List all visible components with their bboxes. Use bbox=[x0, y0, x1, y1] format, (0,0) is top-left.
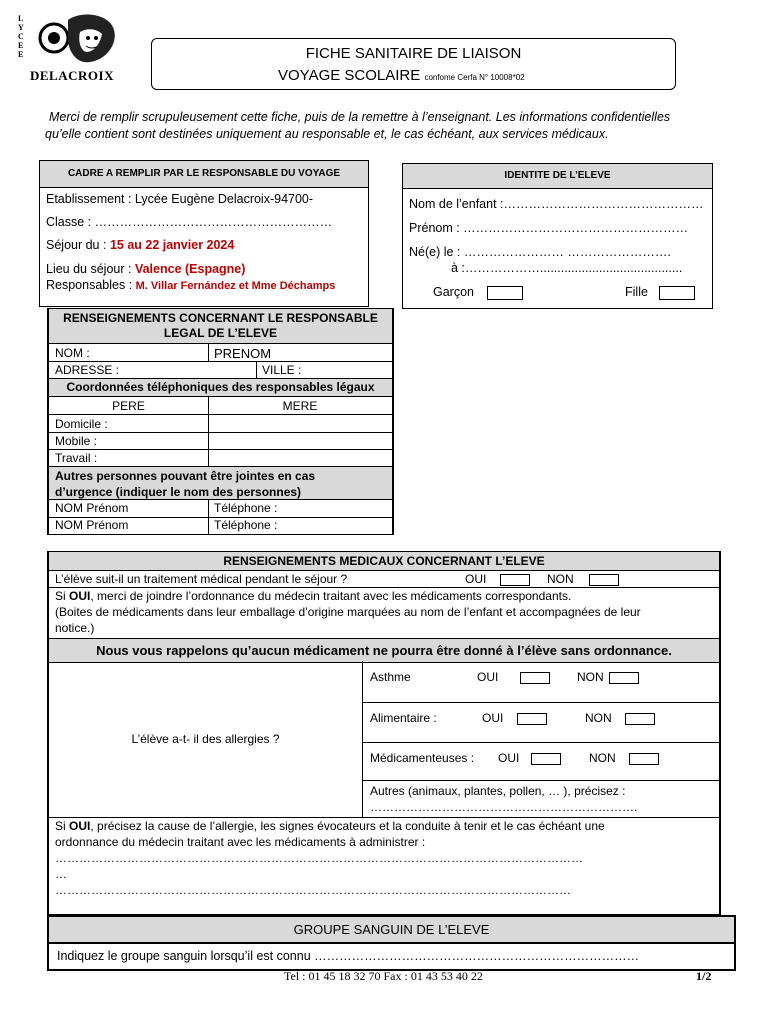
asthme-oui-checkbox[interactable] bbox=[520, 672, 550, 684]
student-heading: IDENTITE DE L’ELEVE bbox=[403, 164, 712, 189]
emergency-heading bbox=[49, 466, 392, 500]
medical-heading: RENSEIGNEMENTS MEDICAUX CONCERNANT L’ELEVE bbox=[49, 552, 719, 571]
blood-heading: GROUPE SANGUIN DE L’ELEVE bbox=[49, 917, 734, 944]
trip-classe[interactable]: Classe : ………………………………………………… bbox=[46, 215, 333, 229]
medicamenteuses-non-label: NON bbox=[589, 751, 616, 765]
logo-portrait-icon bbox=[34, 10, 124, 66]
emergency-contact-2-name: NOM Prénom bbox=[55, 518, 129, 532]
treatment-oui-checkbox[interactable] bbox=[500, 574, 530, 586]
gender-boy-checkbox[interactable] bbox=[487, 286, 523, 300]
phone-domicile-label: Domicile : bbox=[55, 417, 108, 431]
medicamenteuses-oui bbox=[498, 751, 561, 765]
alimentaire-oui-checkbox[interactable] bbox=[517, 713, 547, 725]
asthme-non-label: NON bbox=[577, 670, 604, 684]
asthme-non-checkbox[interactable] bbox=[609, 672, 639, 684]
trip-lieu bbox=[46, 262, 245, 276]
footer-contact: Tel : 01 45 18 32 70 Fax : 01 43 53 40 22 bbox=[284, 969, 483, 983]
page-number: 1/2 bbox=[696, 969, 712, 983]
phone-travail-label: Travail : bbox=[55, 451, 98, 465]
asthme-label: Asthme bbox=[370, 670, 411, 684]
asthme-oui bbox=[477, 670, 550, 684]
student-birthdate[interactable]: Né(e) le : …………………… ……………………. bbox=[409, 245, 671, 259]
trip-box bbox=[39, 160, 369, 307]
medical-table bbox=[47, 551, 721, 915]
emergency-contact-1-phone: Téléphone : bbox=[214, 501, 278, 515]
medicamenteuses-oui-checkbox[interactable] bbox=[531, 753, 561, 765]
treatment-non-checkbox[interactable] bbox=[589, 574, 619, 586]
alimentaire-oui-label: OUI bbox=[482, 711, 504, 725]
si-oui-bold: OUI bbox=[69, 589, 91, 603]
gender-boy bbox=[433, 285, 523, 300]
trip-sejour-label: Séjour du : bbox=[46, 238, 110, 252]
boxes-note-l1: (Boites de médicaments dans leur emballage d’origine marquées au nom de l’enfant et accompagnées de leur bbox=[55, 605, 641, 619]
intro-line-2: qu’elle contient sont destinées uniquement au responsable et, le cas échéant, aux services médicaux. bbox=[45, 127, 609, 141]
asthme-non bbox=[577, 670, 639, 684]
student-birthplace[interactable]: à :………………......................................... bbox=[451, 261, 683, 275]
trip-resp-label: Responsables : bbox=[46, 278, 136, 292]
legal-prenom-label: PRENOM bbox=[214, 346, 272, 361]
alimentaire-oui bbox=[482, 711, 547, 725]
trip-lieu-label: Lieu du séjour : bbox=[46, 262, 135, 276]
medicamenteuses-label: Médicamenteuses : bbox=[370, 751, 475, 765]
treatment-oui bbox=[465, 572, 530, 586]
prescription-warning: Nous vous rappelons qu’aucun médicament ne pourra être donné à l’élève sans ordonnance. bbox=[49, 638, 719, 663]
legal-adresse-label: ADRESSE : bbox=[55, 363, 120, 377]
emergency-contact-1-name: NOM Prénom bbox=[55, 501, 129, 515]
allergy-cause-l1 bbox=[55, 819, 605, 833]
allergy-medicamenteuses bbox=[370, 751, 474, 765]
trip-sejour-value: 15 au 22 janvier 2024 bbox=[109, 238, 235, 252]
allergy-asthme bbox=[370, 670, 411, 684]
alimentaire-label: Alimentaire : bbox=[370, 711, 437, 725]
trip-resp-value: M. Villar Fernández et Mme Déchamps bbox=[135, 280, 336, 292]
legal-phone-heading: Coordonnées téléphoniques des responsables légaux bbox=[49, 379, 392, 397]
intro-line-1: Merci de remplir scrupuleusement cette fiche, puis de la remettre à l’enseignant. Les informations confidentielles bbox=[49, 110, 671, 124]
student-prenom[interactable]: Prénom : ……………………………………………… bbox=[409, 221, 689, 235]
emergency-heading-l2: d’urgence (indiquer le nom des personnes) bbox=[55, 485, 302, 499]
col-pere: PERE bbox=[112, 399, 145, 413]
alimentaire-non-checkbox[interactable] bbox=[625, 713, 655, 725]
logo-vertical-text: LYCEE bbox=[18, 14, 25, 59]
legal-heading bbox=[49, 309, 392, 344]
allergy-alimentaire bbox=[370, 711, 437, 725]
si-oui-prefix: Si bbox=[55, 589, 70, 603]
gender-girl-label: Fille bbox=[625, 285, 648, 299]
treatment-question: L’élève suit-il un traitement médical pendant le séjour ? bbox=[55, 572, 348, 586]
trip-lieu-value: Valence (Espagne) bbox=[134, 262, 246, 276]
allergy-autres: Autres (animaux, plantes, pollen, … ), précisez : bbox=[370, 784, 626, 798]
alimentaire-non bbox=[585, 711, 655, 725]
treatment-non-label: NON bbox=[547, 572, 574, 586]
legal-heading-l2: LEGAL DE L’ELEVE bbox=[163, 326, 278, 340]
trip-etablissement: Etablissement : Lycée Eugène Delacroix-94700- bbox=[46, 192, 314, 206]
form-subtitle: VOYAGE SCOLAIRE bbox=[278, 67, 421, 84]
gender-girl bbox=[625, 285, 695, 300]
legal-heading-l1: RENSEIGNEMENTS CONCERNANT LE RESPONSABLE bbox=[63, 311, 378, 325]
phone-mobile-label: Mobile : bbox=[55, 434, 98, 448]
allergy-autres-field[interactable]: …………………………………………………………. bbox=[370, 800, 638, 814]
student-box bbox=[402, 163, 713, 309]
treatment-non bbox=[547, 572, 619, 586]
student-nom[interactable]: Nom de l’enfant :………………………………………… bbox=[409, 197, 704, 211]
cause-prefix: Si bbox=[55, 819, 70, 833]
legal-table bbox=[47, 308, 394, 535]
gender-boy-label: Garçon bbox=[433, 285, 474, 299]
allergies-question: L’élève a-t- il des allergies ? bbox=[131, 732, 280, 746]
emergency-contact-2-phone: Téléphone : bbox=[214, 518, 278, 532]
col-mere: MERE bbox=[282, 399, 318, 413]
trip-heading: CADRE A REMPLIR PAR LE RESPONSABLE DU VOYAGE bbox=[40, 161, 368, 188]
form-subtitle-row bbox=[278, 67, 525, 87]
form-title: FICHE SANITAIRE DE LIAISON bbox=[305, 45, 522, 62]
legal-ville-label: VILLE : bbox=[262, 363, 302, 377]
logo-name: DELACROIX bbox=[30, 68, 114, 83]
medicamenteuses-non-checkbox[interactable] bbox=[629, 753, 659, 765]
asthme-oui-label: OUI bbox=[477, 670, 499, 684]
trip-sejour bbox=[46, 238, 234, 252]
medicamenteuses-oui-label: OUI bbox=[498, 751, 520, 765]
gender-girl-checkbox[interactable] bbox=[659, 286, 695, 300]
cerfa-note: confome Cerfa N° 10008*02 bbox=[424, 73, 525, 82]
allergy-cause-field-1[interactable]: …………………………………………………………………………………………………………………… bbox=[55, 851, 583, 865]
emergency-heading-l1: Autres personnes pouvant être jointes en cas bbox=[55, 469, 316, 483]
alimentaire-non-label: NON bbox=[585, 711, 612, 725]
cause-rest: , précisez la cause de l’allergie, les signes évocateurs et la conduite à tenir et le cas échéant une bbox=[90, 819, 605, 833]
treatment-instructions bbox=[55, 589, 571, 603]
trip-responsables bbox=[46, 278, 335, 293]
school-logo bbox=[18, 10, 118, 90]
si-oui-rest: , merci de joindre l’ordonnance du médecin traitant avec les médicaments correspondants. bbox=[90, 589, 572, 603]
blood-table bbox=[47, 915, 736, 971]
boxes-note-l2: notice.) bbox=[55, 621, 95, 635]
blood-group-field[interactable]: Indiquez le groupe sanguin lorsqu’il est connu …………………………………………………………………… bbox=[57, 949, 640, 963]
allergy-cause-field-3[interactable]: ………………………………………………………………………………………………………………… bbox=[55, 883, 571, 897]
treatment-oui-label: OUI bbox=[465, 572, 487, 586]
allergy-cause-field-2[interactable]: … bbox=[55, 867, 67, 881]
allergy-cause-l2: ordonnance du médecin traitant avec les médicaments à administrer : bbox=[55, 835, 426, 849]
medicamenteuses-non bbox=[589, 751, 659, 765]
legal-nom-label: NOM : bbox=[55, 346, 90, 360]
cause-bold: OUI bbox=[69, 819, 91, 833]
title-box bbox=[151, 38, 676, 90]
